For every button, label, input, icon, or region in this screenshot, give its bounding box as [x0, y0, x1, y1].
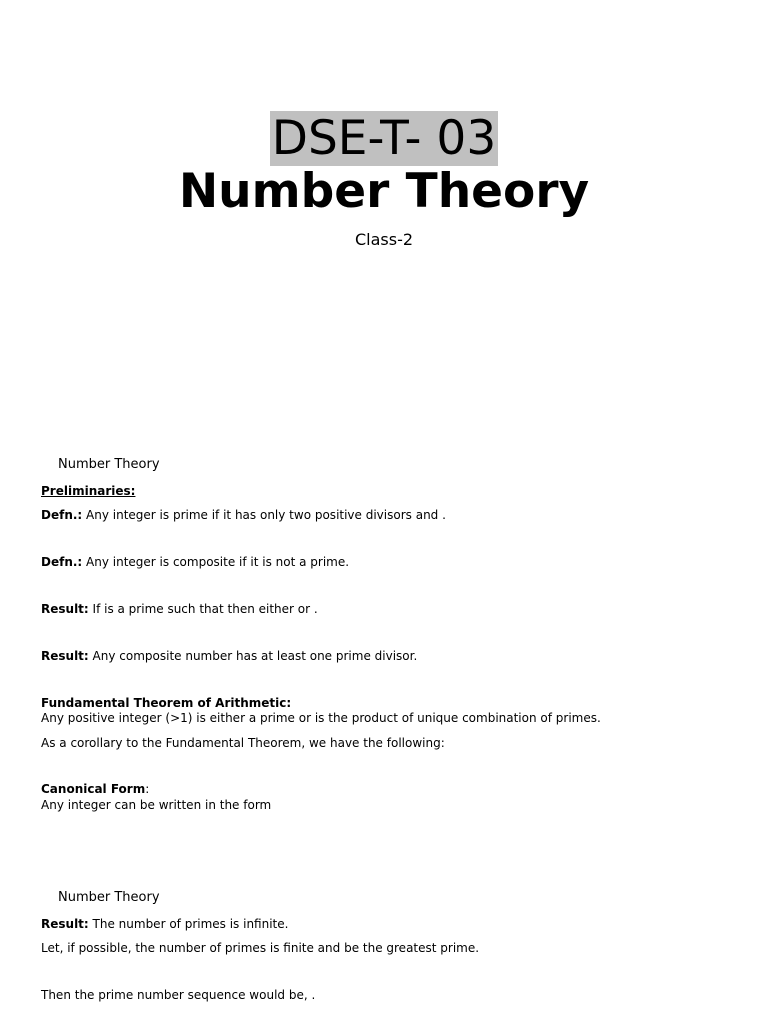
document-title: Number Theory: [178, 164, 590, 219]
canonical-label: Canonical Form: [41, 782, 146, 796]
section-header: Number Theory: [58, 457, 160, 472]
result-text: The number of primes is infinite.: [88, 917, 289, 931]
result-label: Result:: [41, 649, 89, 663]
definition-composite: [41, 555, 349, 570]
result-infinite-primes: [41, 917, 288, 932]
proof-line: Let, if possible, the number of primes is finite and be the greatest prime.: [41, 941, 480, 955]
course-code-highlight: DSE-T- 03: [271, 111, 497, 166]
result-text: If is a prime such that then either or .: [88, 602, 318, 616]
canonical-form-text: Any integer can be written in the form: [41, 798, 272, 812]
preliminaries-label: Preliminaries:: [41, 484, 136, 498]
corollary-text: As a corollary to the Fundamental Theorem, we have the following:: [41, 736, 445, 750]
proof-line: Then the prime number sequence would be, .: [41, 988, 316, 1002]
defn-text: Any integer is composite if it is not a prime.: [82, 555, 350, 569]
class-label: Class-2: [354, 230, 414, 249]
defn-label: Defn.:: [41, 508, 83, 522]
result-composite-divisor: [41, 649, 417, 664]
definition-prime: [41, 508, 446, 523]
result-label: Result:: [41, 602, 89, 616]
canonical-form-heading: Canonical Form:: [41, 782, 150, 796]
defn-label: Defn.:: [41, 555, 83, 569]
result-text: Any composite number has at least one prime divisor.: [88, 649, 418, 663]
result-label: Result:: [41, 917, 89, 931]
result-prime-divisibility: [41, 602, 318, 617]
ftoa-heading: Fundamental Theorem of Arithmetic:: [41, 696, 292, 710]
preliminaries-heading: [41, 484, 135, 499]
course-code-heading: [0, 111, 768, 167]
section-header: Number Theory: [58, 890, 160, 905]
ftoa-statement: Any positive integer (>1) is either a prime or is the product of unique combination of primes.: [41, 711, 601, 725]
defn-text: Any integer is prime if it has only two positive divisors and .: [82, 508, 446, 522]
